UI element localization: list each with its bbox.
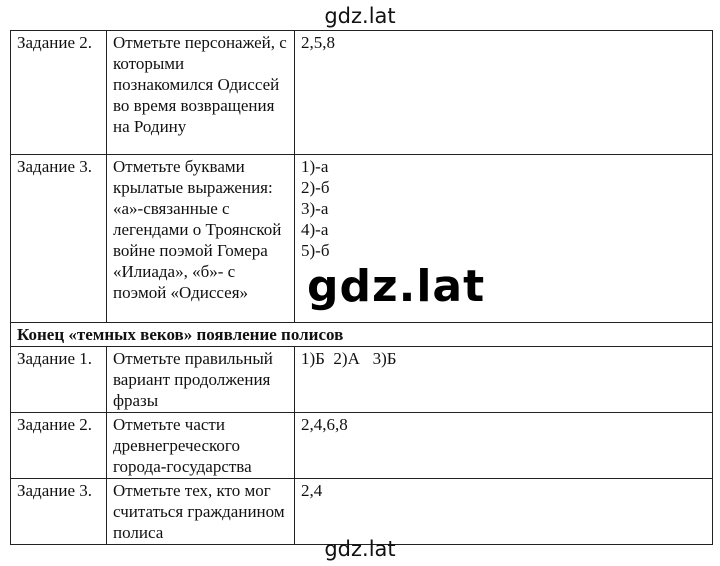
watermark-top: gdz.lat bbox=[324, 4, 396, 28]
task-question: Отметьте буквами крылатые выражения: «а»-связанные с легендами о Троянской войне поэмой Гомера «Илиада», «б»- с поэмой «Одиссея» bbox=[107, 155, 295, 323]
task-number: Задание 2. bbox=[11, 31, 107, 155]
task-question: Отметьте тех, кто мог считаться гражданином полиса bbox=[107, 479, 295, 545]
task-answer bbox=[295, 413, 713, 479]
answer-line: 1)Б 2)А 3)Б bbox=[301, 349, 397, 368]
answer-line: 2)-б bbox=[301, 178, 330, 197]
watermark-middle: gdz.lat bbox=[307, 261, 486, 312]
task-question: Отметьте части древнегреческого города-государства bbox=[107, 413, 295, 479]
task-answer bbox=[295, 347, 713, 413]
table-row bbox=[11, 413, 713, 479]
answer-line: 3)-а bbox=[301, 199, 329, 218]
answer-line: 4)-а bbox=[301, 220, 329, 239]
table-row bbox=[11, 347, 713, 413]
task-number: Задание 3. bbox=[11, 155, 107, 323]
task-question: Отметьте правильный вариант продолжения фразы bbox=[107, 347, 295, 413]
task-answer bbox=[295, 31, 713, 155]
task-number: Задание 1. bbox=[11, 347, 107, 413]
answer-line: 1)-а bbox=[301, 157, 329, 176]
answer-line: 2,4,6,8 bbox=[301, 415, 348, 434]
task-number: Задание 2. bbox=[11, 413, 107, 479]
answer-line: 5)-б bbox=[301, 241, 330, 260]
task-question: Отметьте персонажей, с которыми познакомился Одиссей во время возвращения на Родину bbox=[107, 31, 295, 155]
table-row bbox=[11, 31, 713, 155]
section-row bbox=[11, 323, 713, 347]
section-title: Конец «темных веков» появление полисов bbox=[11, 323, 713, 347]
answer-line: 2,4 bbox=[301, 481, 323, 500]
task-number: Задание 3. bbox=[11, 479, 107, 545]
watermark-bottom: gdz.lat bbox=[324, 537, 396, 561]
answer-line: 2,5,8 bbox=[301, 33, 335, 52]
